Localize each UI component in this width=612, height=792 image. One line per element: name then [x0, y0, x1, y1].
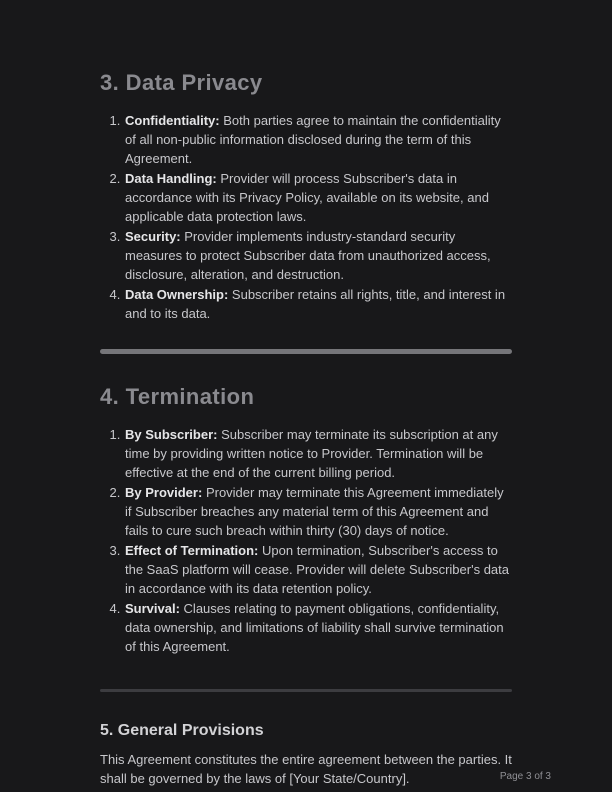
- list-item: [124, 227, 512, 284]
- section-divider-strong: [100, 349, 512, 354]
- item-text: Clauses relating to payment obligations, confidentiality, data ownership, and limitations of liability shall survive termination of this Agreement.: [125, 601, 504, 654]
- item-text: Upon termination, Subscriber's access to the SaaS platform will cease. Provider will delete Subscriber's data in accordance with its data retention policy.: [125, 543, 509, 596]
- termination-clause-list: [100, 425, 512, 656]
- item-label: Effect of Termination:: [125, 543, 259, 558]
- list-item: [124, 541, 512, 598]
- item-label: Data Ownership:: [125, 287, 229, 302]
- section-data-privacy: [100, 70, 512, 323]
- list-item: [124, 425, 512, 482]
- item-label: By Provider:: [125, 485, 203, 500]
- list-item: [124, 483, 512, 540]
- item-label: Survival:: [125, 601, 180, 616]
- section-general-provisions: [100, 721, 512, 788]
- list-item: [124, 599, 512, 656]
- item-label: Security:: [125, 229, 181, 244]
- item-text: Subscriber retains all rights, title, and interest in and to its data.: [125, 287, 506, 321]
- general-provisions-text: This Agreement constitutes the entire agreement between the parties. It shall be governed by the laws of [Your State/Country].: [100, 752, 512, 786]
- list-item: [124, 111, 512, 168]
- item-label: Data Handling:: [125, 171, 217, 186]
- item-text: Provider may terminate this Agreement immediately if Subscriber breaches any material term of this Agreement and fails to cure such breach within thirty (30) days of notice.: [125, 485, 504, 538]
- section-divider-soft: [100, 689, 512, 692]
- data-privacy-clause-list: [100, 111, 512, 323]
- item-label: By Subscriber:: [125, 427, 218, 442]
- item-text: Provider implements industry-standard security measures to protect Subscriber data from unauthorized access, disclosure, alteration, and destruction.: [125, 229, 491, 282]
- item-text: Both parties agree to maintain the confidentiality of all non-public information disclosed during the term of this Agreement.: [125, 113, 501, 166]
- item-text: Subscriber may terminate its subscription at any time by providing written notice to Provider. Termination will be effective at the end of the current billing period.: [125, 427, 498, 480]
- item-label: Confidentiality:: [125, 113, 220, 128]
- list-item: [124, 285, 512, 323]
- section-termination: [100, 384, 512, 656]
- item-text: Provider will process Subscriber's data in accordance with its Privacy Policy, available on its website, and applicable data protection laws.: [125, 171, 489, 224]
- list-item: [124, 169, 512, 226]
- page-number: Page 3 of 3: [499, 771, 551, 782]
- section-heading-general-provisions: 5. General Provisions: [100, 722, 264, 739]
- section-heading-data-privacy: 3. Data Privacy: [100, 70, 263, 95]
- section-heading-termination: 4. Termination: [100, 384, 255, 409]
